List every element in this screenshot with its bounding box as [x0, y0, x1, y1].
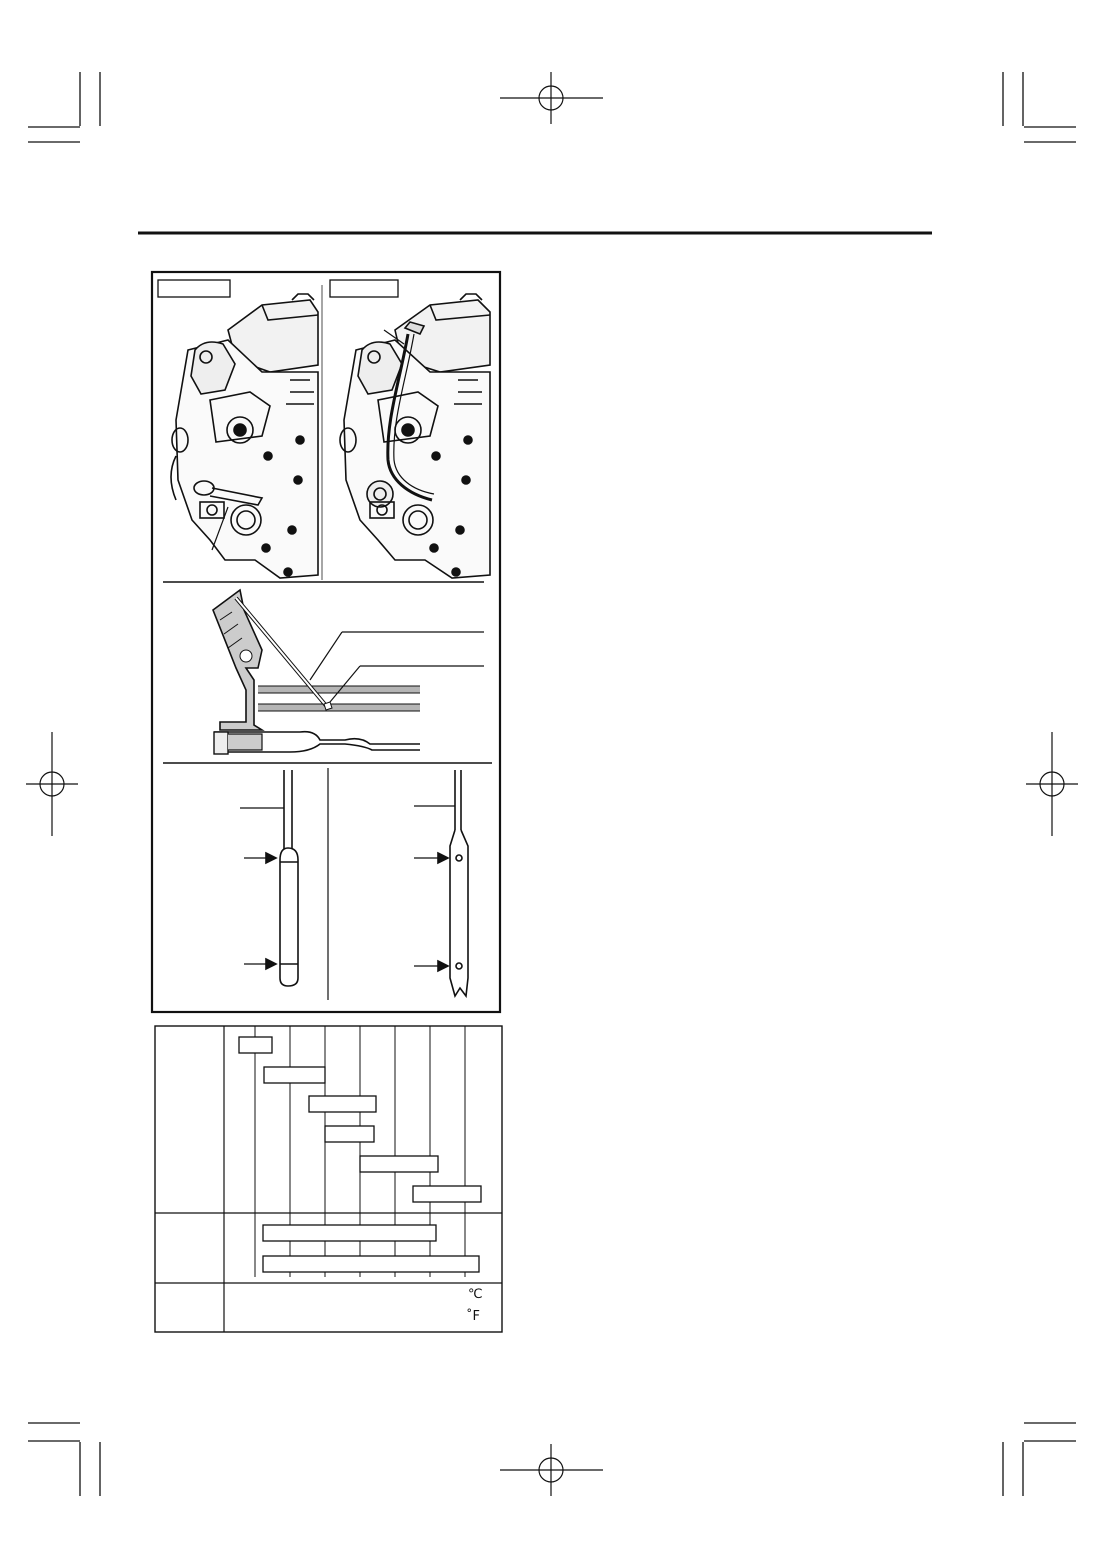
oil-level-cross-section-icon	[213, 590, 484, 754]
dipstick-flat-icon	[414, 770, 468, 996]
panel-label-box-left	[158, 280, 230, 297]
engine-with-gauge-illustration-icon	[340, 294, 490, 578]
engine-illustration-icon	[171, 294, 318, 600]
temperature-chart	[155, 1026, 502, 1332]
fahrenheit-unit-label: ˚F	[466, 1309, 480, 1324]
panel-label-box-right	[330, 280, 398, 297]
celsius-unit-label: ℃	[468, 1287, 483, 1302]
dipstick-round-icon	[240, 770, 298, 986]
